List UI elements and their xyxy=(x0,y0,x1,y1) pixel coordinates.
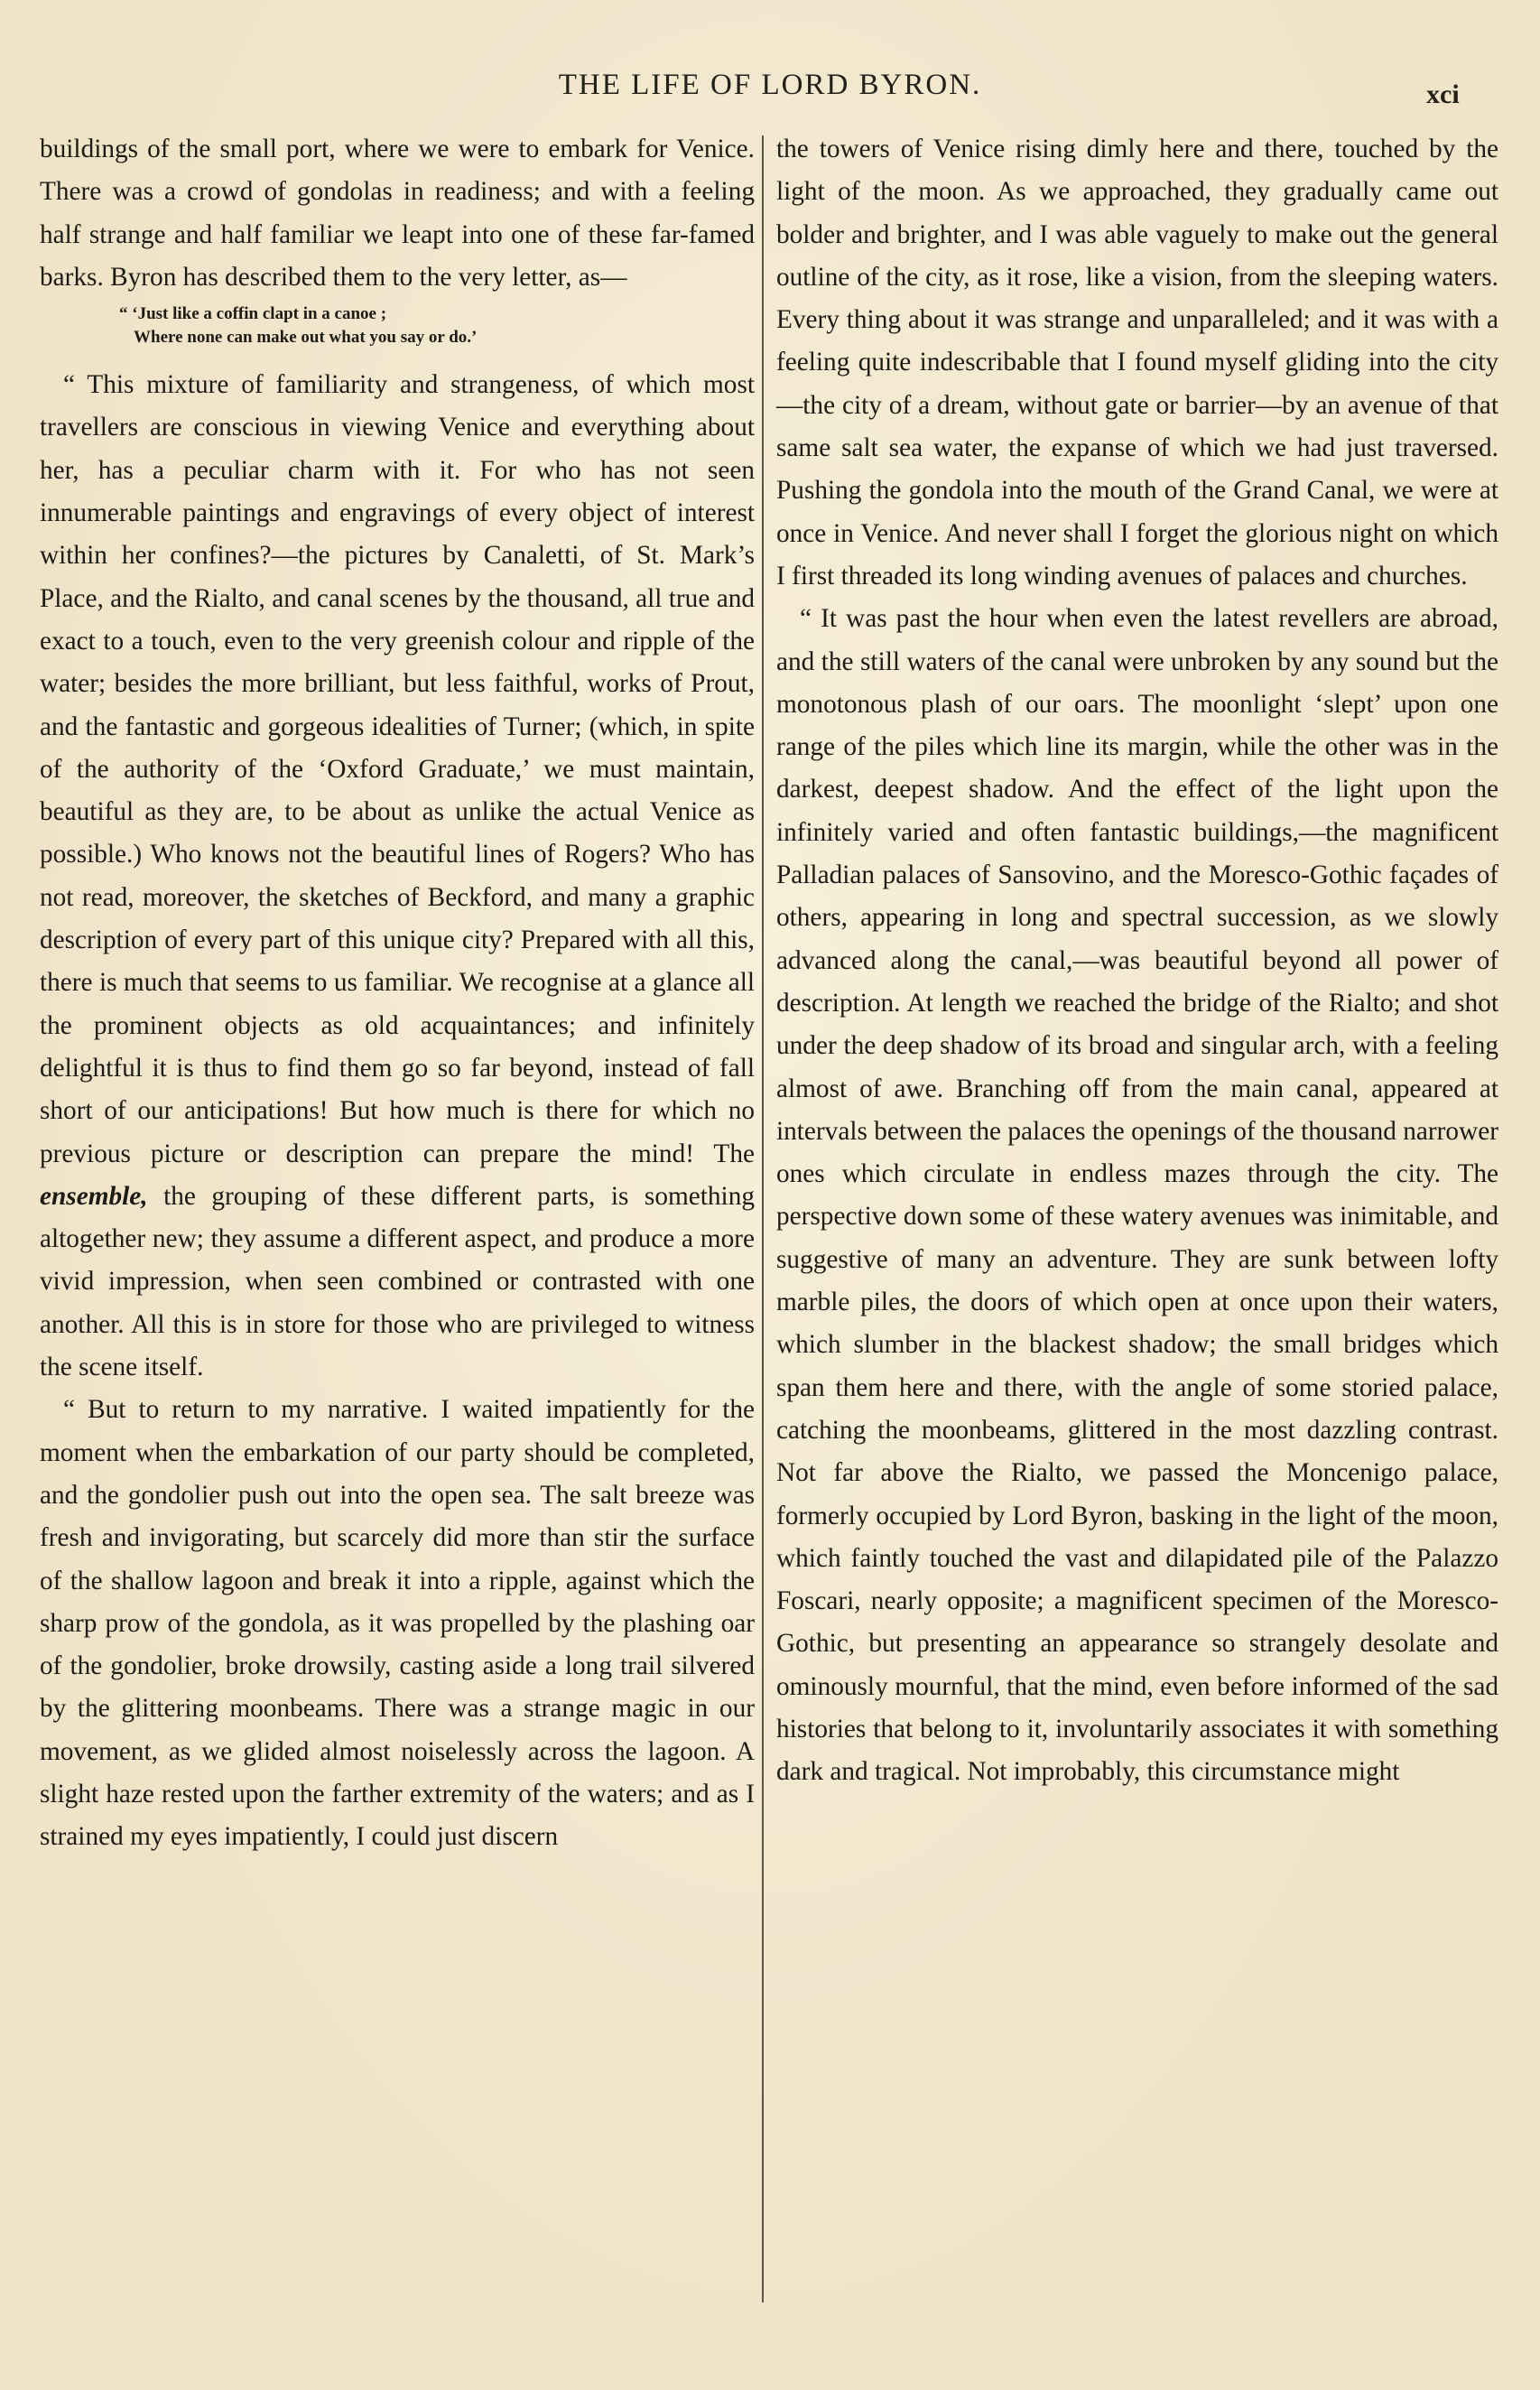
right-paragraph-1: the towers of Venice rising dimly here and there, touched by the light of the moon. As we approached, they gradually came out bolder and brighter, and I was able vaguely to make out the general outline of the city, as it rose, like a vision, from the sleeping waters. Every thing about it was strange and unparalleled; and it was with a feeling quite indescribable that I found myself gliding into the city—the city of a dream, without gate or barrier—by an avenue of that same salt sea water, the expanse of which we had just traversed. Pushing the gondola into the mouth of the Grand Canal, we were at once in Venice. And never shall I forget the glorious night on which I first threaded its long winding avenues of palaces and churches. xyxy=(776,135,1498,591)
left-paragraph-3: “ But to return to my narrative. I waited impatiently for the moment when the embarkation of our party should be completed, and the gondolier push out into the open sea. The salt breeze was fresh and invigorating, but scarcely did more than stir the surface of the shallow lagoon and break it into a ripple, against which the sharp prow of the gondola, as it was propelled by the plashing oar of the gondolier, broke drowsily, casting aside a long trail silvered by the glittering moonbeams. There was a strange magic in our movement, as we glided almost noiselessly across the lagoon. A slight haze rested upon the farther extremity of the waters; and as I strained my eyes impatiently, I could just discern xyxy=(40,1395,755,1852)
page-number: xci xyxy=(1426,79,1460,109)
left-paragraph-2-part-a: “ This mixture of familiarity and strangeness, of which most travellers are conscious in viewing Venice and everything about her, has a peculiar charm with it. For who has not seen innumerable paintings and engravings of every object of interest within her confines?—the pictures by Canaletti, of St. Mark’s Place, and the Rialto, and canal scenes by the thousand, all true and exact to a touch, even to the very greenish colour and ripple of the water; besides the more brilliant, but less faithful, works of Prout, and the fantastic and gorgeous idealities of Turner; (which, in spite of the authority of the ‘Oxford Graduate,’ we must maintain, beautiful as they are, to be about as unlike the actual Venice as possible.) Who knows not the beautiful lines of Rogers? Who has not read, moreover, the sketches of Beckford, and many a graphic description of every part of this unique city? Prepared with all this, there is much that seems to us familiar. We recognise at a glance all the prominent objects as old acquaintances; and infinitely delightful it is thus to find them go so far beyond, instead of fall short of our anticipations! But how much is there for which no previous picture or description can prepare the mind! The xyxy=(40,370,755,1168)
right-paragraph-2: “ It was past the hour when even the latest revellers are abroad, and the still waters of the canal were unbroken by any sound but the monotonous plash of our oars. The moonlight ‘slept’ upon one range of the piles which line its margin, while the other was in the darkest, deepest shadow. And the effect of the light upon the infinitely varied and often fantastic buildings,—the magnificent Palladian palaces of Sansovino, and the Moresco-Gothic façades of others, appearing in long and spectral succession, as we slowly advanced along the canal,—was beautiful beyond all power of description. At length we reached the bridge of the Rialto; and shot under the deep shadow of its broad and singular arch, with a feeling almost of awe. Branching off from the main canal, appeared at intervals between the palaces the openings of the thousand narrower ones which circulate in endless mazes through the city. The perspective down some of these watery avenues was inimitable, and suggestive of many an adventure. They are sunk between lofty marble piles, the doors of which open at once upon their waters, which slumber in the blackest shadow; the small bridges which span them here and there, with the angle of some storied palace, catching the moonbeams, glittered in the most dazzling contrast. Not far above the Rialto, we passed the Moncenigo palace, formerly occupied by Lord Byron, basking in the light of the moon, which faintly touched the vast and dilapidated pile of the Palazzo Foscari, nearly opposite; a magnificent specimen of the Moresco-Gothic, but presenting an appearance so strangely desolate and ominously mournful, that the mind, even before informed of the sad histories that belong to it, involuntarily associates it with something dark and tragical. Not improbably, this circumstance might xyxy=(776,604,1498,1787)
left-paragraph-1: buildings of the small port, where we were to embark for Venice. There was a crowd of gondolas in readiness; and with a feeling half strange and half familiar we leapt into one of these far-famed barks. Byron has described them to the very letter, as— xyxy=(40,135,755,292)
italic-word-ensemble: ensemble, xyxy=(40,1181,148,1211)
verse-quote-line-1: “ ‘Just like a coffin clapt in a canoe ; xyxy=(119,304,387,324)
left-paragraph-2 xyxy=(40,364,755,1389)
verse-quote xyxy=(40,302,755,349)
column-divider xyxy=(762,135,764,2302)
verse-quote-line-2: Where none can make out what you say or do.’ xyxy=(134,328,478,348)
left-paragraph-2-part-b: the grouping of these different parts, is something altogether new; they assume a different aspect, and produce a more vivid impression, when seen combined or contrasted with one another. All this is in store for those who are privileged to witness the scene itself. xyxy=(40,1181,755,1382)
left-column xyxy=(40,128,755,1859)
right-column xyxy=(776,128,1498,1794)
running-title: THE LIFE OF LORD BYRON. xyxy=(558,69,982,101)
